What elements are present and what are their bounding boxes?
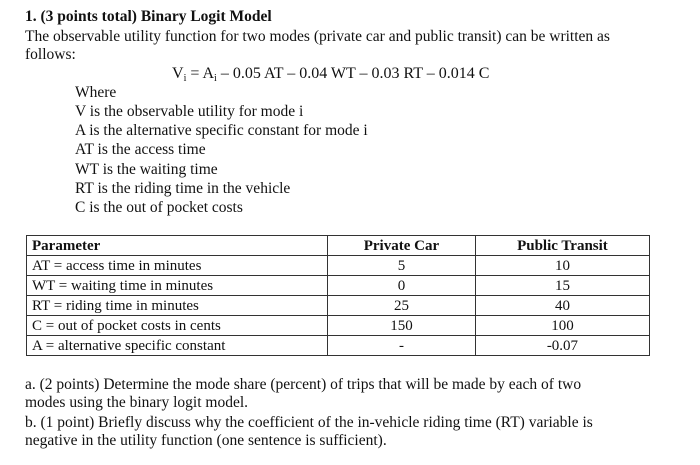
- row-c-transit: 100: [475, 316, 649, 336]
- question-b-line-1: b. (1 point) Briefly discuss why the coefficient of the in-vehicle riding time (RT) variable is: [25, 414, 593, 431]
- row-wt-car: 0: [328, 276, 476, 296]
- definition-c: C is the out of pocket costs: [75, 199, 243, 216]
- table-row: [27, 316, 650, 336]
- eq-sub-i-2: i: [214, 73, 217, 84]
- table-row: [27, 296, 650, 316]
- definition-at: AT is the access time: [75, 141, 206, 158]
- problem-heading: 1. (3 points total) Binary Logit Model: [25, 8, 272, 25]
- row-wt-label: WT = waiting time in minutes: [27, 276, 328, 296]
- definition-rt: RT is the riding time in the vehicle: [75, 180, 291, 197]
- definition-wt: WT is the waiting time: [75, 161, 218, 178]
- question-a-line-2: modes using the binary logit model.: [25, 394, 249, 411]
- question-a-line-1: a. (2 points) Determine the mode share (percent) of trips that will be made by each of two: [25, 376, 582, 393]
- row-a-car: -: [328, 336, 476, 356]
- utility-equation: [172, 65, 489, 85]
- header-private-car: Private Car: [328, 236, 476, 256]
- row-at-transit: 10: [475, 256, 649, 276]
- intro-line-1: The observable utility function for two modes (private car and public transit) can be written as: [25, 28, 610, 45]
- row-at-car: 5: [328, 256, 476, 276]
- eq-terms: – 0.05 AT – 0.04 WT – 0.03 RT – 0.014 C: [216, 65, 490, 82]
- table-row: [27, 276, 650, 296]
- row-rt-transit: 40: [475, 296, 649, 316]
- row-rt-label: RT = riding time in minutes: [27, 296, 328, 316]
- table-row: [27, 336, 650, 356]
- parameter-table: [26, 235, 650, 356]
- row-c-car: 150: [328, 316, 476, 336]
- row-c-label: C = out of pocket costs in cents: [27, 316, 328, 336]
- row-rt-car: 25: [328, 296, 476, 316]
- intro-line-2: follows:: [25, 46, 76, 63]
- row-wt-transit: 15: [475, 276, 649, 296]
- eq-equals-a: = A: [186, 65, 215, 82]
- row-at-label: AT = access time in minutes: [27, 256, 328, 276]
- header-parameter: Parameter: [27, 236, 328, 256]
- table-header-row: [27, 236, 650, 256]
- eq-sub-i-1: i: [183, 73, 187, 84]
- table-row: [27, 256, 650, 276]
- header-public-transit: Public Transit: [475, 236, 649, 256]
- definition-v: V is the observable utility for mode i: [75, 103, 304, 120]
- question-b-line-2: negative in the utility function (one sentence is sufficient).: [25, 432, 387, 449]
- eq-v: V: [172, 65, 184, 82]
- definition-a: A is the alternative specific constant for mode i: [75, 122, 368, 139]
- row-a-transit: -0.07: [475, 336, 649, 356]
- definition-where: Where: [75, 84, 117, 101]
- row-a-label: A = alternative specific constant: [27, 336, 328, 356]
